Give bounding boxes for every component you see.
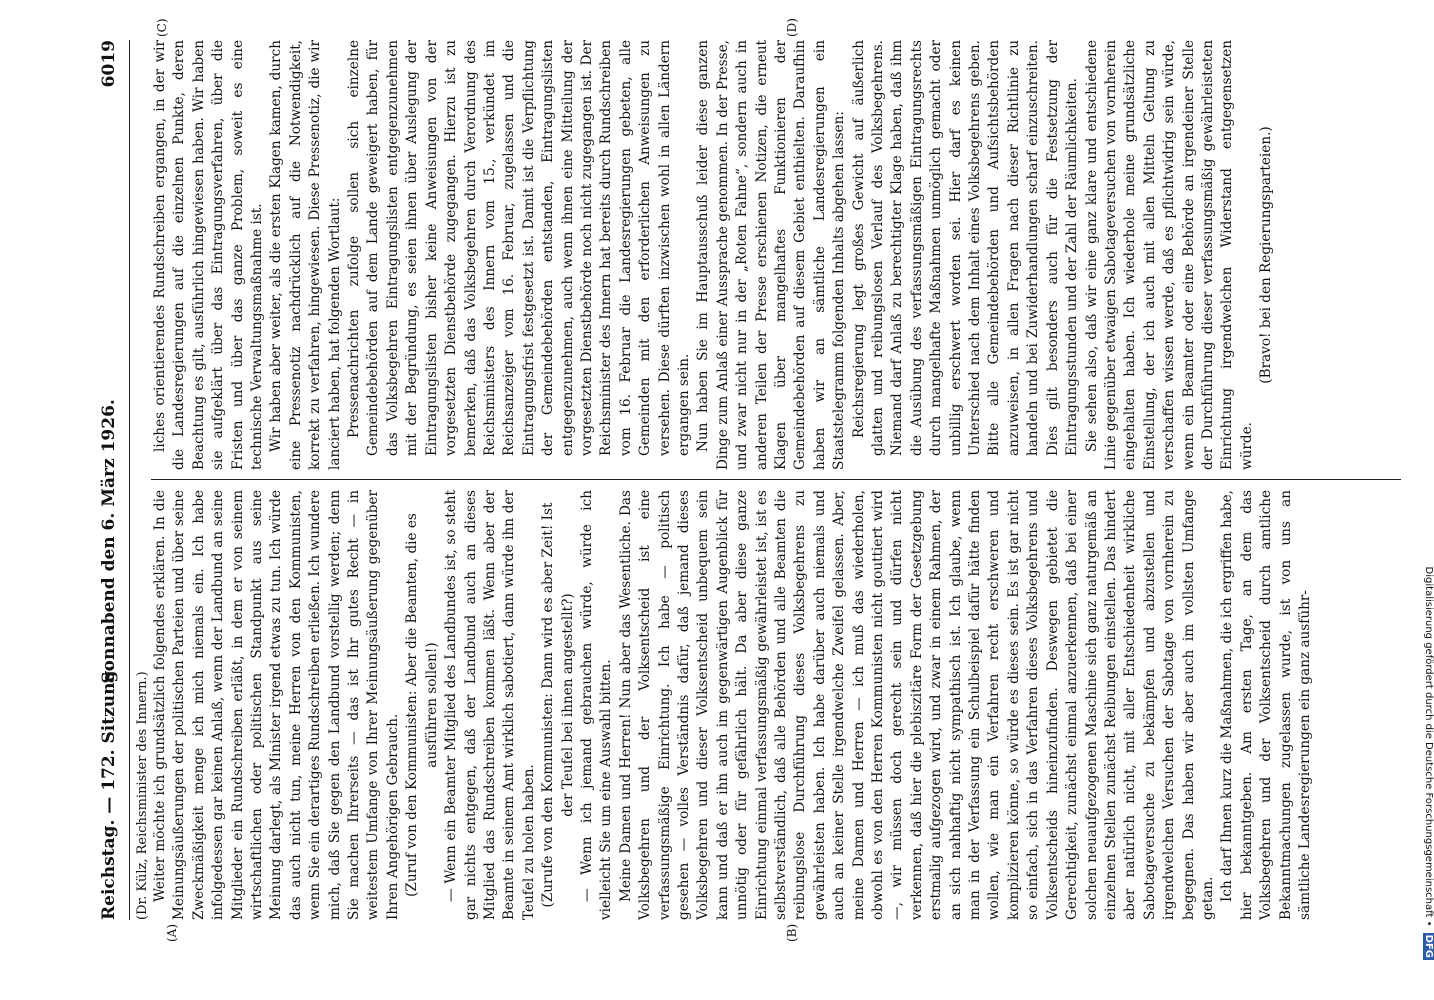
paragraph: Nun haben Sie im Hauptausschuß leider diese ganzen Dinge zum Anlaß einer Aussprache genommen. In der Presse, und zwar nicht nur in der „Roten Fahne“, sondern auch in anderen Teilen der Presse erschienen Notizen, die erneut Klagen über mangelhaftes Funktionieren der Gemeindebehörden auf diesem Gebiet enthielten. Daraufhin haben wir an sämtliche Landesregierungen ein Staatstelegramm folgenden Inhalts abgehen lassen:: [695, 40, 848, 470]
header-right: [99, 40, 119, 684]
paragraph: Weiter möchte ich grundsätzlich folgendes erklären. In die Meinungsäußerungen der politischen Parteien und über seine Zweckmäßigkeit menge ich mich niemals ein. Ich habe infolgedessen gar keinen Anlaß, wenn der Landbund an seine Mitglieder ein Rundschreiben erläßt, in dem er von seinem wirtschaftlichen oder politischen Standpunkt aus seine Meinung darlegt, als Minister irgend etwas zu tun. Ich würde das auch nicht tun, meine Herren von den Kommunisten, wenn Sie ein derartiges Rundschreiben erließen. Ich wundere mich, daß Sie gegen den Landbund vorstellig werden; denn Sie machen Ihrerseits — das ist Ihr gutes Recht — in weitestem Umfange von Ihrer Meinungsäußerung gegenüber Ihren Angehörigen Gebrauch.: [152, 490, 401, 920]
page-number: 6019: [99, 40, 119, 88]
right-column: [151, 40, 1277, 470]
interjection: (Bravo! bei den Regierungsparteien.): [1258, 126, 1275, 384]
document-page: [85, 10, 1415, 950]
paragraph: Sie sehen also, daß wir eine ganz klare und entschiedene Linie gegenüber etwaigen Sabotageversuchen von vornherein eingehalten haben. Ich wiederhole meine grundsätzliche Einstellung, der ich auch mit allen Mitteln Geltung zu verschaffen wissen werde, daß es pflichtwidrig sein würde, wenn ein Beamter oder eine Behörde an irgendeiner Stelle der Durchführung dieser verfassungsmäßig gewährleisteten Einrichtung irgendwelchen Widerstand entgegensetzen würde.: [1083, 40, 1255, 470]
dfg-logo-icon: DFG: [1423, 934, 1434, 958]
side-credit: [1420, 0, 1434, 1000]
interjection: (Zuruf von den Kommunisten: Aber die Beamten, die es ausführen sollen!): [404, 513, 440, 897]
marker-a: (A): [165, 923, 179, 942]
left-column: [151, 490, 1315, 920]
paragraph: Meine Damen und Herren! Nun aber das Wesentliche. Das Volksbegehren und der Volksentscheid ist eine verfassungsmäßige Einrichtung. Ich habe — politisch gesehen — volles Verständnis dafür, daß jemand dieses Volksbegehren und dieser Volksentscheid unbequem sein kann und daß er ihn auch im gegenwärtigen Augenblick für unnötig oder für gefährlich hält. Da aber diese ganze Einrichtung einmal verfassungsmäßig gewährleistet ist, ist es selbstverständlich, daß alle Behörden und alle Beamten die reibungslose Durchführung dieses Volksbegehrens zu gewährleisten haben. Ich habe darüber auch niemals und auch an keiner Stelle irgendwelche Zweifel gelassen. Aber, meine Damen und Herren — ich muß das wiederholen, obwohl es von den Herren Kommunisten nicht gouttiert wird —, wir müssen doch gerecht sein und dürfen nicht verkennen, daß hier die plebiszitäre Form der Gesetzgebung erstmalig aufgezogen wird, und zwar in einem Rahmen, der an sich nahhaftig nicht sympathisch ist. Ich glaube, wenn man in der Verfassung ein Schulbeispiel dafür hätte finden wollen, wie man ein Verfahren recht erschweren und komplizieren könne, so würde es dieses sein. Es ist gar nicht so einfach, sich in das Verfahren dieses Volksbegehrens und Volksentscheids hineinzufinden. Deswegen gebietet die Gerechtigkeit, zunächst einmal anzuerkennen, daß bei einer solchen neuaufgezogenen Maschine sich ganz naturgemäß an einzelnen Stellen zunächst Reibungen einstellen. Das hindert aber natürlich nicht, mit aller Entschiedenheit wirkliche Sabotageversuche zu bekämpfen und abzustellen und irgendwelchen Versuchen der Sabotage von vornherein zu begegnen. Das haben wir aber auch im vollsten Umfange getan.: [617, 490, 1216, 920]
speaker-line: (Dr. Külz, Reichsminister des Innern.): [135, 671, 150, 920]
header-date: Sonnabend den 6. März 1926.: [99, 399, 119, 684]
paragraph: liches orientierendes Rundschreiben ergangen, in der wir die Landesregierungen auf die einzelnen Punkte, deren Beachtung es gilt, ausführlich hingewiesen haben. Wir haben sie aufgeklärt über das Eintragungsverfahren, über die Fristen und über das ganze Problem, soweit es eine technische Verwaltungsmaßnahme ist.: [152, 40, 266, 470]
paragraph: — Wenn ich jemand gebrauchen würde, würde ich vielleicht Sie um eine Auswahl bitten.: [578, 490, 615, 920]
marker-b: (B): [785, 923, 799, 942]
paragraph: Wir haben aber weiter, als die ersten Klagen kamen, durch eine Pressenotiz nachdrücklich auf die Notwendigkeit, korrekt zu verfahren, hingewiesen. Diese Pressenotiz, die wir lanciert haben, hat folgenden Wortlaut:: [268, 40, 343, 470]
quoted-telegram: Reichsregierung legt großes Gewicht auf äußerlich glatten und reibungslosen Verlauf des Volksbegehrens. Niemand darf Anlaß zu berechtigter Klage haben, daß ihm die Ausübung des verfassungsmäßigen Eintragungsrechts durch mangelhafte Maßnahmen unmöglich gemacht oder unbillig erschwert worden sei. Hier darf es keinen Unterschied nach dem Inhalt eines Volksbegehrens geben. Bitte alle Gemeindebehörden und Aufsichtsbehörden anzuweisen, in allen Fragen nach dieser Richtlinie zu handeln und bei Zuwiderhandlungen scharf einzuschreiten. Dies gilt besonders auch für die Festsetzung der Eintragungsstunden und der Zahl der Räumlichkeiten.: [850, 40, 1081, 456]
page-header: [95, 40, 125, 920]
marker-d: (D): [785, 18, 799, 37]
column-divider: [151, 479, 1401, 480]
side-credit-text: Digitalisierung gefördert durch die Deutsche Forschungsgemeinschaft •: [1423, 566, 1434, 927]
header-left: Reichstag. — 172. Sitzung.: [99, 664, 119, 920]
marker-c: (C): [155, 18, 169, 37]
paragraph: Ich darf Ihnen kurz die Maßnahmen, die ich ergriffen habe, hier bekanntgeben. Am ersten Tage, an dem das Volksbegehren und der Volksentscheid durch amtliche Bekanntmachungen zugelassen wurde, ist von uns an sämtliche Landesregierungen ein ganz ausführ-: [1219, 490, 1313, 920]
header-rule: [129, 40, 130, 920]
interjection: (Zurufe von den Kommunisten: Dann wird es aber Zeit! Ist der Teufel bei ihnen angestellt?): [540, 502, 576, 908]
paragraph: — Wenn ein Beamter Mitglied des Landbundes ist, so steht gar nichts entgegen, daß der Landbund auch an dieses Mitglied das Rundschreiben kommen läßt. Wenn aber der Beamte in seinem Amt wirklich sabotiert, dann würde ihn der Teufel zu holen haben.: [443, 490, 537, 920]
quoted-notice: Pressenachrichten zufolge sollen sich einzelne Gemeindebehörden auf dem Lande geweigert haben, für das Volksbegehren Eintragungslisten entgegenzunehmen mit der Begründung, es seien ihnen über Auslegung der Eintragungslisten bisher keine Anweisungen von der vorgesetzten Dienstbehörde zugegangen. Hierzu ist zu bemerken, daß das Volksbegehren durch Verordnung des Reichsministers des Innern vom 15., verkündet im Reichsanzeiger vom 16. Februar, zugelassen und die Eintragungsfrist festgesetzt ist. Damit ist die Verpflichtung der Gemeindebehörden entstanden, Eintragungslisten entgegenzunehmen, auch wenn ihnen eine Mitteilung der vorgesetzten Dienstbehörde noch nicht zugegangen ist. Der Reichsminister des Innern hat bereits durch Rundschreiben vom 16. Februar die Landesregierungen gebeten, alle Gemeinden mit den erforderlichen Anweisungen zu versehen. Diese dürften inzwischen wohl in allen Ländern ergangen sein.: [346, 40, 692, 456]
